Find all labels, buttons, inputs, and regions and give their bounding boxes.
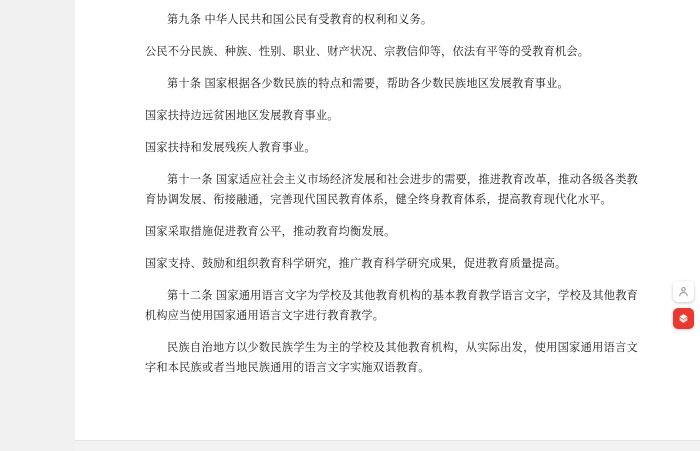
left-gutter bbox=[0, 0, 76, 451]
paragraph: 国家扶持和发展残疾人教育事业。 bbox=[145, 142, 316, 154]
paragraph: 第十一条 国家适应社会主义市场经济发展和社会进步的需要，推进教育改革，推动各级各类教育协调发展、衔接融通，完善现代国民教育体系，健全终身教育体系，提高教育现代化水平。 bbox=[145, 174, 638, 206]
floating-toolbar bbox=[672, 281, 694, 329]
reader-person-icon bbox=[677, 285, 690, 298]
paragraph: 国家采取措施促进教育公平，推动教育均衡发展。 bbox=[145, 226, 396, 238]
document-body bbox=[75, 0, 700, 451]
page-bottom-edge bbox=[75, 440, 700, 451]
paragraph: 民族自治地方以少数民族学生为主的学校及其他教育机构，从实际出发，使用国家通用语言文字和本民族或者当地民族通用的语言文字实施双语教育。 bbox=[145, 342, 638, 374]
paragraph: 第九条 中华人民共和国公民有受教育的权利和义务。 bbox=[167, 14, 433, 26]
reader-person-button[interactable] bbox=[673, 281, 694, 302]
paragraph: 国家支持、鼓励和组织教育科学研究，推广教育科学研究成果，促进教育质量提高。 bbox=[145, 258, 567, 270]
paragraph: 第十条 国家根据各少数民族的特点和需要，帮助各少数民族地区发展教育事业。 bbox=[167, 78, 569, 90]
app-logo-icon bbox=[677, 312, 690, 325]
app-logo-button[interactable] bbox=[673, 308, 694, 329]
paragraph: 国家扶持边远贫困地区发展教育事业。 bbox=[145, 110, 339, 122]
paragraph: 第十二条 国家通用语言文字为学校及其他教育机构的基本教育教学语言文字，学校及其他教育机构应当使用国家通用语言文字进行教育教学。 bbox=[145, 290, 638, 322]
document-page bbox=[75, 0, 700, 451]
paragraph: 公民不分民族、种族、性别、职业、财产状况、宗教信仰等，依法有平等的受教育机会。 bbox=[145, 46, 590, 58]
